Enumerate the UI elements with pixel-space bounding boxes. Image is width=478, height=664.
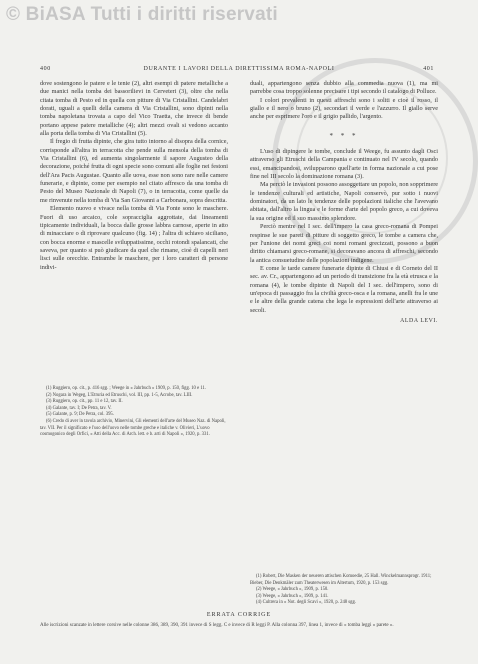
right-footnotes bbox=[250, 574, 440, 607]
footnote: (1) Robert, Die Masken der neueren attischen Komoedie, 25 Hall. Winckelmannsprogr. 1911; Bieber, Die Denkmäler zum Theaterwesen im Altertum, 1920, p. 153 sgg. bbox=[250, 574, 432, 586]
paragraph: I colori prevalenti in questi affreschi sono i soliti e cioè il rosso, il giallo e il nero o bruno (2), secondari il verde e l'azzurro. Il giallo serve anche per esprimere l'oro e il grigio pallido, l'argento. bbox=[250, 96, 438, 121]
paragraph: Elemento nuovo e vivace nella tomba di Via Fonte sono le maschere. Fuori di uso arcaico, cole sopracciglia aggrottate, dai lineamenti tipicamente individuali, la bocca dalle grosse labbra carnose, aperte in atto di minacciare o di riprovare qualcuno (fig. 14) ; l'altra di schiavo siciliano, con bocca enorme e mascelle sviluppatissime, occhi rotondi spalancati, che saveva, per quanto si può giudicare da quel che rimane, cioè di capelli neri lisci sulle orecchie. Entrambe le maschere, per i loro caratteri di persone indivi- bbox=[40, 205, 228, 271]
right-column bbox=[250, 80, 438, 325]
errata-heading: ERRATA CORRIGE bbox=[206, 612, 272, 618]
errata-text: Alle iscrizioni scanzate in lettere corsive nelle colonne 386, 389, 390, 391 invece di S legg. C e invece di R leggi P. Alla colonna 397, linea 1, invece di « tomba leggi » parete ». bbox=[40, 623, 394, 628]
footnote: (2) Weege, « Jahrbuch », 1909, p. 150. bbox=[256, 587, 329, 593]
paragraph: Il fregio di frutta dipinte, che gira tutto intorno al disopra della cornice, corrisponde all'altra in terracotta che pende sulla mensola della tomba di Via Cristallini (6), ed aumenta singolarmente il sapore Augusteo della decorazione, poiché frutta di ogni specie sono comuni alle foglie nei festoni dell'Ara Pacis Augustae. Quanto alle uova, esse non sono rare nelle camere funerarie, e dipinte, come per esempio nel citato affresco da una tomba di Pesto del Museo Nazionale di Napoli (7), o in terracotta, come quelle da me rinvenute nella tomba di Via San Giovanni a Carbonara, sopra descritta. bbox=[40, 138, 228, 204]
left-column bbox=[40, 80, 228, 272]
page-number-left: 400 bbox=[40, 66, 51, 72]
author-signature: ALDA LEVI. bbox=[400, 317, 438, 324]
footnote: (5) Galante, p. 9; De Petra, col. 395. bbox=[46, 412, 114, 418]
footnote: (6) Credo di aver in tavola archivio, Minervini, Gli elementi dell'arte del Museo Naz. di Napoli, tav. VII. Per il significato e l'uso dell'uovo nelle tombe greche e italiche v. Olivieri, L'uovo cosmogonico degli Orfici, « Atti della Acc. di Arch. lett. e b. arti di Napoli », 1920, p. 331. bbox=[40, 418, 226, 438]
paragraph: Perciò mentre nel I sec. dell'impero la casa greco-romana di Pompei respinse le sue pareti di pitture di soggetto greco, le tombe a camera che, per l'unione dei nomi greci coi nomi romani grecizzati, possono a buon diritto chiamarsi greco-romane, si decoravano ancora di affreschi, secondo la antica consuetudine delle popolazioni indigene. bbox=[250, 223, 438, 264]
footnote: (3) Ruggiero, op. cit., pp. 11 e 12, tav. II. bbox=[46, 399, 123, 405]
section-separator-stars: * * * bbox=[329, 131, 359, 140]
running-head bbox=[0, 66, 478, 76]
paragraph: E come le tarde camere funerarie dipinte di Chiusi e di Corneto del II sec. av. Cr., appartengono ad un periodo di transizione fra la età etrusca e la romana (4), le tombe dipinte di Napoli del I sec. dell'impero, sono di un'epoca di passaggio fra la civiltà greco-osca e la romana, anelli fra le une e le altre della grande catena che lega le espressioni dell'arte attraverso ai secoli. bbox=[250, 264, 438, 314]
footnote: (2) Nogara in Wegeg, L'Etruria ed Etruschi, vol. III, pp. 1-5, Acrobe, tav. LIII. bbox=[46, 392, 193, 398]
copyright-watermark: © BiASA Tutti i diritti riservati bbox=[6, 4, 278, 25]
footnote: (4) Galante, tav. I; De Petra, tav. V. bbox=[46, 405, 112, 411]
paragraph: duali, appartengono senza dubbio alla commedia nuova (1), ma mi parrebbe cosa troppo solenne precisare i tipi secondo il catalogo di Polluce. bbox=[250, 80, 438, 96]
paragraph: Ma perciò le invasioni possono assoggettare un popolo, non sopprimere le tendenze culturali ed artistiche, Napoli conservò, pur sotto i nuovi dominatori, da un lato le tendenze delle popolazioni italiche che l'avevano abitata, dall'altro la lingua e le forme d'arte del popolo greco, a cui doveva la sua origine ed il suo massimo splendore. bbox=[250, 181, 438, 222]
footnote: (1) Ruggiero, op. cit., p. 416 sgg. ; Weege in « Jahrbuch » 1909, p. 150, figg. 10 e 11. bbox=[46, 386, 207, 391]
paragraph: dove sostengono le patere e le tenie (2), altri esempi di patere metalliche a due manici nella tomba dei bassorilievi in Cerveteri (3), oltre che nella citata tomba di Pesto ed in quella con pitture di Via Cristallini. Candelabri dorati, uguali a quelli della camera di Via Cristallini, sono dipinti nella tomba napoletana trovata a capo del Vico Traetta, che invece di bende portano appese patere metalliche (4); altri mezzi ovali si vedono accanto alla porta della tomba di Via Cristallini (5). bbox=[40, 80, 228, 138]
footnote: (3) Weege, « Jahrbuch », 1909, p. 141. bbox=[256, 593, 329, 599]
left-footnotes bbox=[40, 386, 228, 439]
page-number-right: 401 bbox=[423, 66, 434, 72]
running-head-title: DURANTE I LAVORI DELLA DIRETTISSIMA ROMA-NAPOLI bbox=[143, 66, 335, 72]
footnote: (4) Cultrera in « Not. degli Scavi », 1920, p. 248 sgg. bbox=[256, 600, 356, 606]
paragraph: L'uso di dipingere le tombe, conclude il Weege, fu assunto dagli Osci attraverso gli Etruschi della Campania e continuato nel IV secolo, quando essi, emancipandosi, svilupparono quell'arte in forma nazionale a cui pose fine nel III secolo la dominazione romana (3). bbox=[250, 148, 438, 181]
